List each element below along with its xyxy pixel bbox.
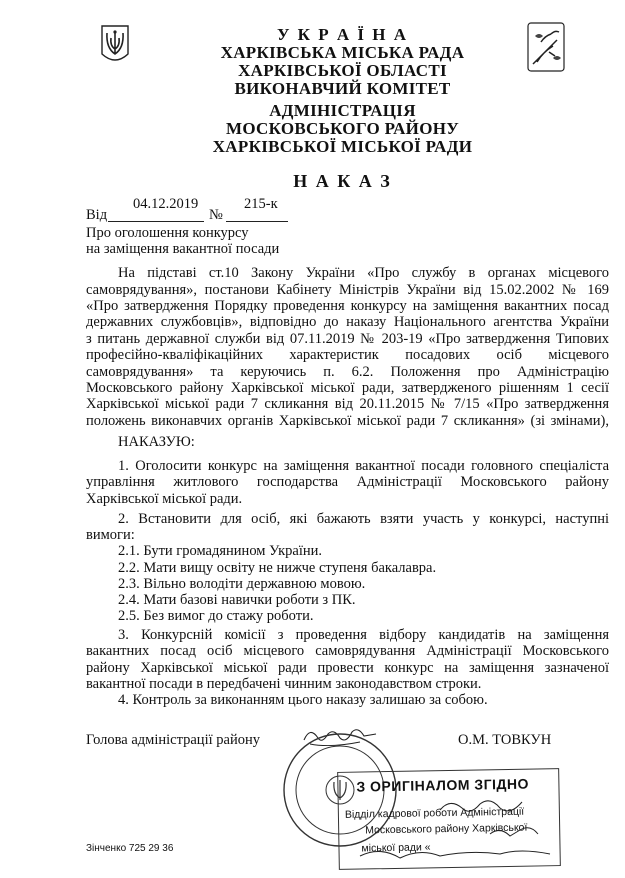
p1-line-3: «Про затвердження Порядку проведення конкурсу на заміщення вакантних посад xyxy=(86,298,609,314)
p1-line-10: положень виконавчих органів Харківської міської ради 7 скликання» (зі змінами), xyxy=(86,413,609,429)
p1-line-7: самоврядування» та керуючись п. 6.2. Положення про Адміністрацію xyxy=(86,364,609,380)
from-label: Від xyxy=(86,207,108,223)
p1-line-2: самоврядування», постанови Кабінету Міністрів України від 15.02.2002 № 169 xyxy=(86,282,609,298)
p2-line-2: управління житлового господарства Адміністрації Московського району xyxy=(86,474,609,490)
requirement-item: 2.1. Бути громадянином України. xyxy=(118,543,322,559)
number-label: № xyxy=(209,207,223,223)
stamp-line-3: міської ради « xyxy=(361,841,431,855)
date-underline xyxy=(108,221,204,222)
p5-line: 4. Контроль за виконанням цього наказу залишаю за собою. xyxy=(118,692,488,708)
p2-line-1: 1. Оголосити конкурс на заміщення вакантної посади головного спеціаліста xyxy=(118,458,609,474)
signatory-position: Голова адміністрації району xyxy=(86,732,260,748)
requirement-item: 2.4. Мати базові навички роботи з ПК. xyxy=(118,592,356,608)
stamp-signature-scribble xyxy=(340,790,570,870)
administration-heading-2: МОСКОВСЬКОГО РАЙОНУ xyxy=(225,119,460,138)
orders-label: НАКАЗУЮ: xyxy=(118,434,195,450)
council-heading-2: ХАРКІВСЬКОЇ ОБЛАСТІ xyxy=(238,61,447,80)
administration-heading-1: АДМІНІСТРАЦІЯ xyxy=(269,101,416,120)
stamp-line-1: Відділ кадрової роботи Адміністрації xyxy=(344,805,525,821)
p4-line-3: району Харківської міської ради провести конкурс на заміщення зазначеної xyxy=(86,660,609,676)
signatory-name: О.М. ТОВКУН xyxy=(458,732,552,748)
p1-line-9: Харківської міської ради 7 скликання від 20.11.2015 № 7/15 «Про затвердження xyxy=(86,396,609,412)
order-number: 215-к xyxy=(244,196,278,212)
country-heading: У К Р А Ї Н А xyxy=(276,25,409,44)
p3-line-2: вимоги: xyxy=(86,527,135,543)
council-heading-1: ХАРКІВСЬКА МІСЬКА РАДА xyxy=(220,43,465,62)
p1-line-5: з питань державної служби від 07.11.2019 № 203-19 «Про затвердження Типових xyxy=(86,331,609,347)
p1-line-6: професійно-кваліфікаційних характеристик посадових осіб місцевого xyxy=(86,347,609,363)
order-subject-1: Про оголошення конкурсу xyxy=(86,225,249,241)
stamp-line-2: Московського району Харківської xyxy=(365,821,528,837)
order-title: Н А К А З xyxy=(293,171,392,191)
p4-line-4: вакантної посади в передбачені чинним законодавством строки. xyxy=(86,676,482,692)
p1-line-8: Московського району Харківської міської ради, затвердженого рішенням 1 сесії xyxy=(86,380,609,396)
number-underline xyxy=(226,221,288,222)
p4-line-2: вакантних посад осіб місцевого самоврядування Адміністрації Московського xyxy=(86,643,609,659)
executor-note: Зінченко 725 29 36 xyxy=(86,843,174,854)
p3-line-1: 2. Встановити для осіб, які бажають взяти участь у конкурсі, наступні xyxy=(118,511,609,527)
requirement-item: 2.5. Без вимог до стажу роботи. xyxy=(118,608,314,624)
requirement-item: 2.3. Вільно володіти державною мовою. xyxy=(118,576,366,592)
p4-line-1: 3. Конкурсній комісії з проведення відбору кандидатів на заміщення xyxy=(118,627,609,643)
committee-heading: ВИКОНАВЧИЙ КОМІТЕТ xyxy=(234,79,451,98)
administration-heading-3: ХАРКІВСЬКОЇ МІСЬКОЇ РАДИ xyxy=(212,137,473,156)
p1-line-4: державних службовців», відповідно до наказу Національного агентства України xyxy=(86,314,609,330)
requirement-item: 2.2. Мати вищу освіту не нижче ступеня бакалавра. xyxy=(118,560,437,576)
order-date: 04.12.2019 xyxy=(133,196,199,212)
stamp-title: З ОРИГІНАЛОМ ЗГІДНО xyxy=(356,775,530,795)
p2-line-3: Харківської міської ради. xyxy=(86,491,243,507)
order-subject-2: на заміщення вакантної посади xyxy=(86,241,280,257)
p1-line-1: На підставі ст.10 Закону України «Про службу в органах місцевого xyxy=(118,265,609,281)
